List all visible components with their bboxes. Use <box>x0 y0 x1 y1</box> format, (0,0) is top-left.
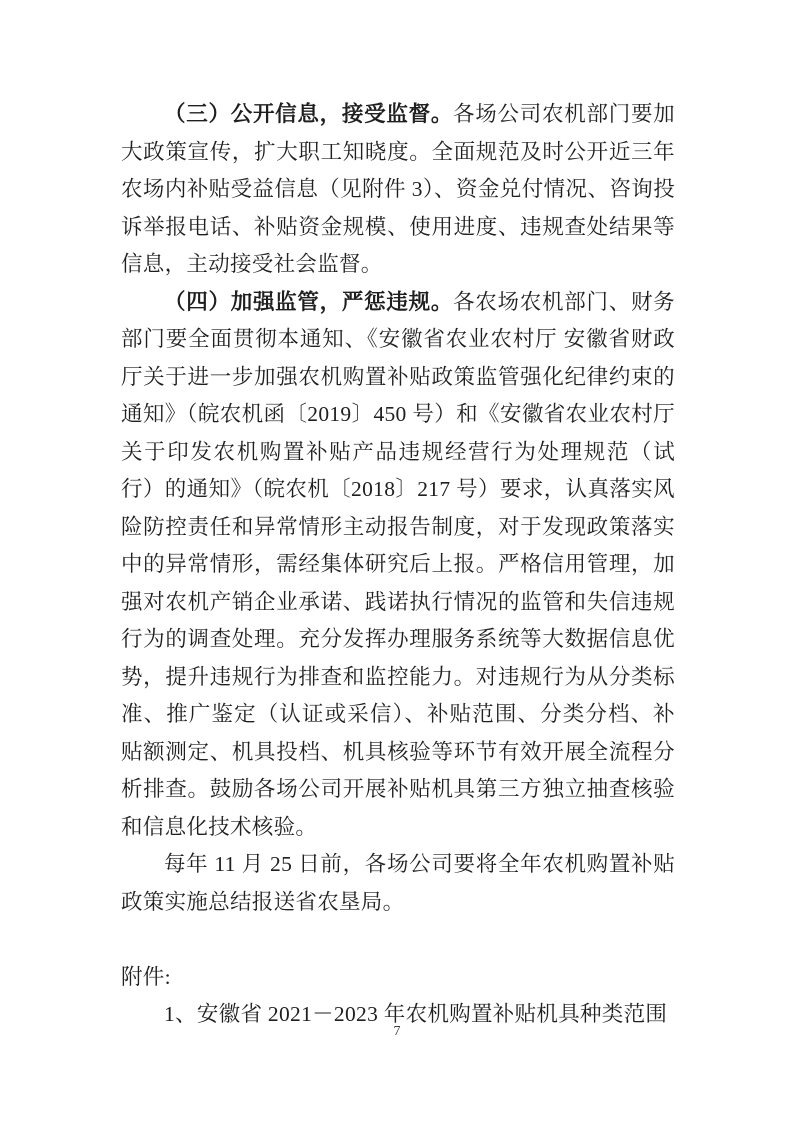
paragraph-text: 各农场农机部门、财务部门要全面贯彻本通知、《安徽省农业农村厅 安徽省财政厅关于进一步加强农机购置补贴政策监管强化纪律约束的通知》（皖农机函〔2019〕450 号）和《安徽省农业农村厅关于印发农机购置补贴产品违规经营行为处理规范（试行）的通知》（皖农机〔2018〕217 号）要求，认真落实风险防控责任和异常情形主动报告制度，对于发现政策落实中的异常情形，需经集体研究后上报。严格信用管理，加强对农机产销企业承诺、践诺执行情况的监管和失信违规行为的调查处理。充分发挥办理服务系统等大数据信息优势，提升违规行为排查和监控能力。对违规行为从分类标准、推广鉴定（认证或采信）、补贴范围、分类分档、补贴额测定、机具投档、机具核验等环节有效开展全流程分析排查。鼓励各场公司开展补贴机具第三方独立抽查核验和信息化技术核验。 <box>121 289 675 839</box>
paragraph-text: 各场公司农机部门要加大政策宣传，扩大职工知晓度。全面规范及时公开近三年农场内补贴受益信息（见附件 3）、资金兑付情况、咨询投诉举报电话、补贴资金规模、使用进度、违规查处结果等信息，主动接受社会监督。 <box>121 102 675 276</box>
attachment-item: 1、安徽省 2021－2023 年农机购置补贴机具种类范围 <box>164 1002 668 1026</box>
paragraph-heading: （三）公开信息，接受监督。 <box>164 102 454 126</box>
paragraph-public-info <box>121 96 675 284</box>
paragraph-heading: （四）加强监管，严惩违规。 <box>164 289 454 314</box>
paragraph-strengthen-supervision <box>121 284 675 847</box>
document-body <box>121 96 675 1034</box>
attachments-label: 附件: <box>121 964 171 989</box>
paragraph-text: 每年 11 月 25 日前，各场公司要将全年农机购置补贴政策实施总结报送省农垦局。 <box>121 852 675 914</box>
paragraph-annual-report <box>121 846 675 921</box>
page-number: 7 <box>393 1024 401 1039</box>
